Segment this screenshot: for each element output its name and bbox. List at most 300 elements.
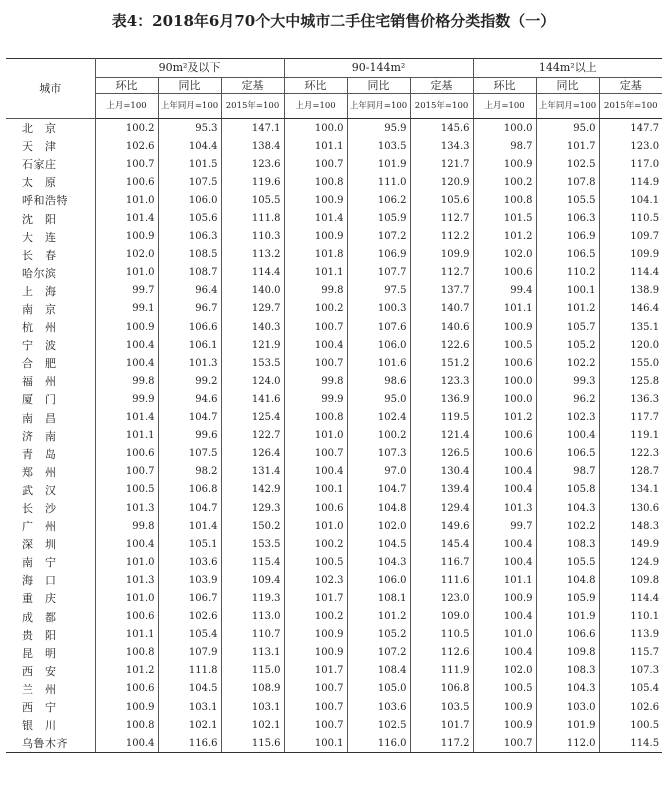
- index-value: 102.0: [473, 662, 536, 680]
- index-value: 100.2: [284, 535, 347, 553]
- table-row: [6, 372, 662, 390]
- price-index-table-wrapper: [6, 58, 662, 753]
- index-value: 107.5: [158, 173, 221, 191]
- index-value: 100.7: [284, 354, 347, 372]
- index-value: 102.4: [347, 409, 410, 427]
- subheader-yoy: 同比: [347, 78, 410, 94]
- table-row: [6, 191, 662, 209]
- index-value: 100.7: [284, 698, 347, 716]
- index-value: 134.3: [410, 137, 473, 155]
- subheader-yoy: 同比: [536, 78, 599, 94]
- index-value: 109.9: [410, 246, 473, 264]
- index-value: 100.9: [473, 318, 536, 336]
- index-value: 105.2: [536, 336, 599, 354]
- index-value: 100.9: [284, 228, 347, 246]
- city-name: 呼和浩特: [22, 194, 68, 208]
- index-value: 102.5: [536, 155, 599, 173]
- index-value: 113.1: [221, 644, 284, 662]
- table-row: [6, 644, 662, 662]
- table-row: [6, 535, 662, 553]
- index-value: 119.6: [221, 173, 284, 191]
- index-value: 100.9: [473, 716, 536, 734]
- index-value: 131.4: [221, 463, 284, 481]
- index-value: 128.7: [599, 463, 662, 481]
- index-value: 100.5: [599, 716, 662, 734]
- index-value: 106.2: [347, 191, 410, 209]
- index-value: 100.9: [284, 644, 347, 662]
- index-value: 105.9: [347, 209, 410, 227]
- index-value: 100.7: [473, 734, 536, 753]
- table-row: [6, 662, 662, 680]
- index-value: 94.6: [158, 390, 221, 408]
- index-value: 120.9: [410, 173, 473, 191]
- index-value: 95.0: [536, 119, 599, 138]
- index-value: 100.9: [284, 191, 347, 209]
- index-value: 108.5: [158, 246, 221, 264]
- index-value: 104.1: [599, 191, 662, 209]
- index-value: 138.9: [599, 282, 662, 300]
- index-value: 110.5: [410, 626, 473, 644]
- city-name: 银 川: [22, 719, 57, 733]
- index-value: 100.4: [95, 354, 158, 372]
- index-value: 107.3: [347, 445, 410, 463]
- city-name: 贵 阳: [22, 628, 57, 642]
- index-value: 101.9: [536, 716, 599, 734]
- index-value: 100.4: [473, 608, 536, 626]
- index-value: 100.4: [284, 336, 347, 354]
- table-row: [6, 336, 662, 354]
- index-value: 155.0: [599, 354, 662, 372]
- index-value: 100.6: [95, 680, 158, 698]
- index-value: 147.7: [599, 119, 662, 138]
- index-value: 136.9: [410, 390, 473, 408]
- index-value: 101.3: [95, 499, 158, 517]
- index-value: 115.4: [221, 553, 284, 571]
- index-value: 100.8: [284, 173, 347, 191]
- table-row: [6, 390, 662, 408]
- index-value: 101.8: [284, 246, 347, 264]
- index-value: 98.7: [473, 137, 536, 155]
- city-name: 石家庄: [22, 158, 57, 172]
- index-value: 103.9: [158, 571, 221, 589]
- index-value: 96.7: [158, 300, 221, 318]
- index-value: 101.1: [473, 300, 536, 318]
- index-value: 100.6: [473, 445, 536, 463]
- table-row: [6, 209, 662, 227]
- index-value: 99.7: [473, 517, 536, 535]
- index-value: 111.8: [221, 209, 284, 227]
- index-value: 100.9: [95, 698, 158, 716]
- table-row: [6, 680, 662, 698]
- index-value: 107.2: [347, 228, 410, 246]
- index-value: 98.6: [347, 372, 410, 390]
- index-value: 95.0: [347, 390, 410, 408]
- index-value: 107.6: [347, 318, 410, 336]
- index-value: 137.7: [410, 282, 473, 300]
- index-value: 101.7: [284, 589, 347, 607]
- index-value: 124.9: [599, 553, 662, 571]
- table-row: [6, 427, 662, 445]
- group-header-medium: 90-144m²: [284, 59, 473, 78]
- index-value: 101.4: [95, 209, 158, 227]
- index-value: 108.9: [221, 680, 284, 698]
- index-value: 100.8: [473, 191, 536, 209]
- index-value: 119.5: [410, 409, 473, 427]
- index-value: 109.4: [221, 571, 284, 589]
- index-value: 101.7: [536, 137, 599, 155]
- index-value: 106.9: [347, 246, 410, 264]
- index-value: 129.4: [410, 499, 473, 517]
- index-value: 109.8: [536, 644, 599, 662]
- index-value: 100.8: [95, 716, 158, 734]
- index-value: 124.0: [221, 372, 284, 390]
- city-name: 宁 波: [22, 339, 57, 353]
- city-name: 福 州: [22, 375, 57, 389]
- index-value: 123.6: [221, 155, 284, 173]
- index-value: 130.6: [599, 499, 662, 517]
- index-value: 107.5: [158, 445, 221, 463]
- index-value: 109.9: [599, 246, 662, 264]
- index-value: 106.8: [158, 481, 221, 499]
- index-value: 104.7: [347, 481, 410, 499]
- index-value: 145.6: [410, 119, 473, 138]
- index-value: 119.3: [221, 589, 284, 607]
- table-row: [6, 517, 662, 535]
- index-value: 125.8: [599, 372, 662, 390]
- subheader-base: 定基: [599, 78, 662, 94]
- index-value: 153.5: [221, 535, 284, 553]
- index-value: 110.5: [599, 209, 662, 227]
- index-value: 100.5: [473, 336, 536, 354]
- table-row: [6, 119, 662, 138]
- city-name: 西 宁: [22, 701, 57, 715]
- index-value: 105.5: [221, 191, 284, 209]
- index-value: 104.3: [536, 499, 599, 517]
- index-value: 101.3: [158, 354, 221, 372]
- index-value: 101.3: [473, 499, 536, 517]
- index-value: 113.2: [221, 246, 284, 264]
- index-value: 101.0: [95, 191, 158, 209]
- index-value: 99.8: [95, 372, 158, 390]
- index-value: 102.2: [536, 354, 599, 372]
- table-row: [6, 137, 662, 155]
- index-value: 100.5: [284, 553, 347, 571]
- index-value: 109.8: [599, 571, 662, 589]
- city-name: 合 肥: [22, 357, 57, 371]
- index-value: 101.0: [95, 264, 158, 282]
- index-value: 111.9: [410, 662, 473, 680]
- index-value: 98.2: [158, 463, 221, 481]
- city-name: 南 京: [22, 302, 57, 316]
- index-value: 103.5: [347, 137, 410, 155]
- index-value: 100.7: [284, 155, 347, 173]
- index-value: 99.8: [284, 372, 347, 390]
- index-value: 100.6: [95, 173, 158, 191]
- table-row: [6, 282, 662, 300]
- base-header-mom: 上月=100: [473, 94, 536, 119]
- index-value: 100.2: [95, 119, 158, 138]
- index-value: 141.6: [221, 390, 284, 408]
- table-row: [6, 553, 662, 571]
- index-value: 106.5: [536, 246, 599, 264]
- index-value: 104.5: [158, 680, 221, 698]
- index-value: 104.3: [347, 553, 410, 571]
- index-value: 105.4: [599, 680, 662, 698]
- table-row: [6, 318, 662, 336]
- index-value: 121.4: [410, 427, 473, 445]
- table-row: [6, 463, 662, 481]
- index-value: 100.7: [95, 155, 158, 173]
- index-value: 101.0: [284, 427, 347, 445]
- table-row: [6, 354, 662, 372]
- index-value: 101.2: [536, 300, 599, 318]
- index-value: 99.4: [473, 282, 536, 300]
- index-value: 100.4: [95, 336, 158, 354]
- index-value: 100.7: [284, 716, 347, 734]
- city-name: 厦 门: [22, 393, 57, 407]
- index-value: 105.7: [536, 318, 599, 336]
- city-name: 北 京: [22, 122, 57, 136]
- index-value: 105.0: [347, 680, 410, 698]
- index-value: 109.7: [599, 228, 662, 246]
- subheader-yoy: 同比: [158, 78, 221, 94]
- index-value: 112.2: [410, 228, 473, 246]
- index-value: 100.7: [284, 680, 347, 698]
- index-value: 140.3: [221, 318, 284, 336]
- index-value: 101.5: [158, 155, 221, 173]
- index-value: 104.3: [536, 680, 599, 698]
- index-value: 117.7: [599, 409, 662, 427]
- index-value: 103.1: [158, 698, 221, 716]
- index-value: 126.4: [221, 445, 284, 463]
- index-value: 110.2: [536, 264, 599, 282]
- index-value: 102.1: [158, 716, 221, 734]
- city-name: 深 圳: [22, 538, 57, 552]
- index-value: 140.6: [410, 318, 473, 336]
- table-row: [6, 589, 662, 607]
- index-value: 129.3: [221, 499, 284, 517]
- index-value: 101.9: [536, 608, 599, 626]
- base-header-base: 2015年=100: [221, 94, 284, 119]
- index-value: 100.4: [473, 481, 536, 499]
- city-name: 海 口: [22, 574, 57, 588]
- index-value: 98.7: [536, 463, 599, 481]
- index-value: 100.4: [536, 427, 599, 445]
- index-value: 105.8: [536, 481, 599, 499]
- index-value: 101.1: [284, 264, 347, 282]
- index-value: 149.9: [599, 535, 662, 553]
- index-value: 100.4: [95, 535, 158, 553]
- index-value: 104.8: [536, 571, 599, 589]
- index-value: 106.8: [410, 680, 473, 698]
- page-title: 表4：2018年6月70个大中城市二手住宅销售价格分类指数（一）: [111, 12, 556, 30]
- index-value: 100.0: [284, 119, 347, 138]
- index-value: 99.9: [284, 390, 347, 408]
- city-name: 上 海: [22, 284, 57, 298]
- index-value: 101.1: [95, 427, 158, 445]
- index-value: 100.1: [284, 734, 347, 753]
- city-name: 广 州: [22, 520, 57, 534]
- index-value: 111.8: [158, 662, 221, 680]
- index-value: 112.6: [410, 644, 473, 662]
- index-value: 111.0: [347, 173, 410, 191]
- index-value: 107.2: [347, 644, 410, 662]
- index-value: 125.4: [221, 409, 284, 427]
- index-value: 100.9: [473, 589, 536, 607]
- index-value: 100.0: [473, 372, 536, 390]
- city-name: 郑 州: [22, 465, 57, 479]
- index-value: 147.1: [221, 119, 284, 138]
- index-value: 106.7: [158, 589, 221, 607]
- city-name: 长 春: [22, 248, 57, 262]
- city-name: 成 都: [22, 610, 57, 624]
- index-value: 101.0: [95, 589, 158, 607]
- index-value: 99.7: [95, 282, 158, 300]
- index-value: 100.6: [473, 427, 536, 445]
- index-value: 100.7: [284, 318, 347, 336]
- index-value: 101.6: [347, 354, 410, 372]
- table-row: [6, 173, 662, 191]
- index-value: 102.1: [221, 716, 284, 734]
- index-value: 100.4: [473, 644, 536, 662]
- index-value: 103.5: [410, 698, 473, 716]
- index-value: 101.2: [473, 409, 536, 427]
- index-value: 116.6: [158, 734, 221, 753]
- index-value: 110.1: [599, 608, 662, 626]
- index-value: 107.7: [347, 264, 410, 282]
- city-name: 昆 明: [22, 646, 57, 660]
- index-value: 100.4: [284, 463, 347, 481]
- index-value: 114.4: [221, 264, 284, 282]
- index-value: 100.7: [95, 463, 158, 481]
- index-value: 145.4: [410, 535, 473, 553]
- index-value: 117.0: [599, 155, 662, 173]
- index-value: 108.3: [536, 662, 599, 680]
- index-value: 100.2: [284, 608, 347, 626]
- city-name: 济 南: [22, 429, 57, 443]
- index-value: 101.2: [95, 662, 158, 680]
- index-value: 146.4: [599, 300, 662, 318]
- index-value: 114.9: [599, 173, 662, 191]
- index-value: 119.1: [599, 427, 662, 445]
- base-header-mom: 上月=100: [284, 94, 347, 119]
- index-value: 105.2: [347, 626, 410, 644]
- group-header-small: 90m²及以下: [95, 59, 284, 78]
- index-value: 100.6: [95, 608, 158, 626]
- index-value: 106.6: [536, 626, 599, 644]
- index-value: 95.9: [347, 119, 410, 138]
- index-value: 135.1: [599, 318, 662, 336]
- index-value: 122.7: [221, 427, 284, 445]
- index-value: 100.8: [95, 644, 158, 662]
- table-row: [6, 300, 662, 318]
- index-value: 100.9: [95, 228, 158, 246]
- base-header-yoy: 上年同月=100: [158, 94, 221, 119]
- city-header: 城市: [6, 59, 95, 119]
- index-value: 115.0: [221, 662, 284, 680]
- table-row: [6, 246, 662, 264]
- city-name: 青 岛: [22, 447, 57, 461]
- index-value: 100.4: [95, 734, 158, 753]
- index-value: 102.2: [536, 517, 599, 535]
- index-value: 108.1: [347, 589, 410, 607]
- index-value: 142.9: [221, 481, 284, 499]
- index-value: 101.0: [284, 517, 347, 535]
- table-row: [6, 571, 662, 589]
- index-value: 104.4: [158, 137, 221, 155]
- index-value: 102.6: [158, 608, 221, 626]
- index-value: 112.7: [410, 209, 473, 227]
- price-index-table: [6, 58, 662, 753]
- index-value: 105.5: [536, 191, 599, 209]
- index-value: 114.5: [599, 734, 662, 753]
- index-value: 100.1: [536, 282, 599, 300]
- base-header-base: 2015年=100: [599, 94, 662, 119]
- city-name: 太 原: [22, 176, 57, 190]
- table-row: [6, 626, 662, 644]
- index-value: 105.6: [158, 209, 221, 227]
- city-name: 杭 州: [22, 321, 57, 335]
- index-value: 115.6: [221, 734, 284, 753]
- index-value: 101.7: [284, 662, 347, 680]
- index-value: 109.0: [410, 608, 473, 626]
- table-row: [6, 734, 662, 753]
- index-value: 99.8: [284, 282, 347, 300]
- index-value: 106.6: [158, 318, 221, 336]
- index-value: 105.9: [536, 589, 599, 607]
- base-header-mom: 上月=100: [95, 94, 158, 119]
- index-value: 106.5: [536, 445, 599, 463]
- index-value: 114.4: [599, 589, 662, 607]
- index-value: 110.7: [221, 626, 284, 644]
- index-value: 102.6: [599, 698, 662, 716]
- index-value: 101.0: [473, 626, 536, 644]
- index-value: 100.7: [284, 445, 347, 463]
- subheader-mom: 环比: [473, 78, 536, 94]
- table-row: [6, 716, 662, 734]
- table-row: [6, 499, 662, 517]
- index-value: 106.0: [347, 571, 410, 589]
- city-name: 乌鲁木齐: [6, 734, 95, 753]
- index-value: 99.9: [95, 390, 158, 408]
- index-value: 102.3: [284, 571, 347, 589]
- index-value: 100.1: [284, 481, 347, 499]
- index-value: 116.7: [410, 553, 473, 571]
- index-value: 106.1: [158, 336, 221, 354]
- index-value: 121.7: [410, 155, 473, 173]
- city-name: 南 宁: [22, 556, 57, 570]
- index-value: 99.6: [158, 427, 221, 445]
- index-value: 120.0: [599, 336, 662, 354]
- index-value: 106.3: [158, 228, 221, 246]
- index-value: 115.7: [599, 644, 662, 662]
- base-header-yoy: 上年同月=100: [536, 94, 599, 119]
- index-value: 110.3: [221, 228, 284, 246]
- index-value: 100.0: [473, 119, 536, 138]
- index-value: 102.3: [536, 409, 599, 427]
- index-value: 101.0: [95, 553, 158, 571]
- index-value: 102.0: [473, 246, 536, 264]
- index-value: 106.3: [536, 209, 599, 227]
- index-value: 108.7: [158, 264, 221, 282]
- index-value: 123.0: [599, 137, 662, 155]
- subheader-base: 定基: [410, 78, 473, 94]
- table-row: [6, 264, 662, 282]
- index-value: 153.5: [221, 354, 284, 372]
- index-value: 101.1: [284, 137, 347, 155]
- index-value: 138.4: [221, 137, 284, 155]
- table-row: [6, 445, 662, 463]
